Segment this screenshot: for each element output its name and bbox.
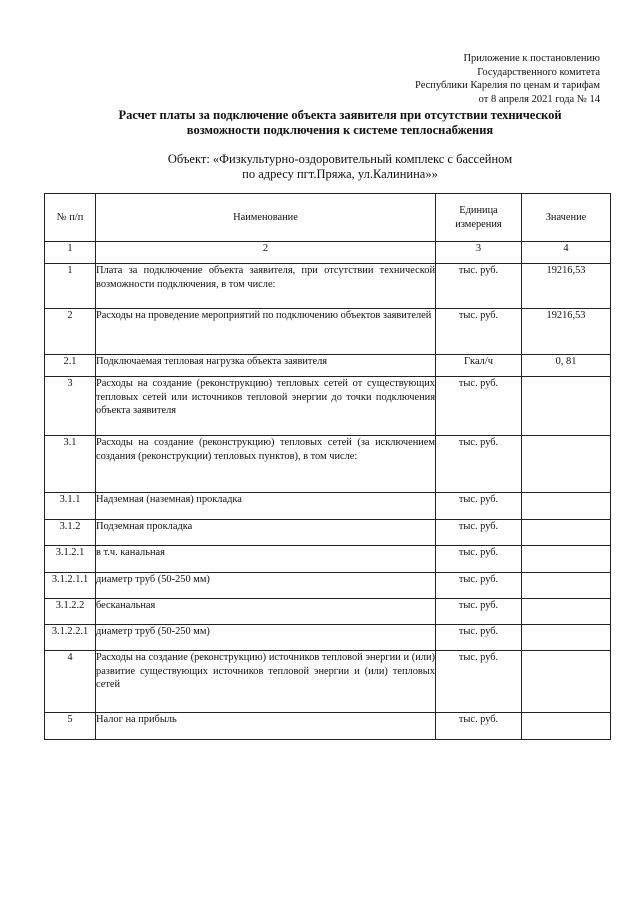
- row-value: [522, 599, 611, 625]
- row-name: бесканальная: [96, 599, 436, 625]
- row-number: 3.1.1: [45, 493, 96, 520]
- row-unit: тыс. руб.: [436, 436, 522, 493]
- object-description: [60, 152, 620, 182]
- table-row: [45, 520, 611, 546]
- table-row: [45, 625, 611, 651]
- object-line: по адресу пгт.Пряжа, ул.Калинина»»: [242, 167, 438, 181]
- row-value: 19216,53: [522, 309, 611, 355]
- row-value: 19216,53: [522, 264, 611, 309]
- row-unit: тыс. руб.: [436, 493, 522, 520]
- table-row: [45, 264, 611, 309]
- index-cell: 1: [45, 242, 96, 264]
- row-number: 3.1: [45, 436, 96, 493]
- row-name: Подключаемая тепловая нагрузка объекта заявителя: [96, 355, 436, 377]
- table-row: [45, 493, 611, 520]
- row-number: 5: [45, 713, 96, 740]
- row-name: Расходы на создание (реконструкцию) тепловых сетей от существующих тепловых сетей или источников тепловой энергии до точки подключения объекта заявителя: [96, 377, 436, 436]
- calculation-table: [44, 193, 611, 740]
- appendix-note: [340, 52, 600, 106]
- title-line: возможности подключения к системе теплоснабжения: [186, 123, 494, 137]
- row-value: [522, 436, 611, 493]
- appendix-line: от 8 апреля 2021 года № 14: [478, 93, 600, 105]
- row-name: Подземная прокладка: [96, 520, 436, 546]
- table-row: [45, 599, 611, 625]
- table-row: [45, 309, 611, 355]
- row-unit: тыс. руб.: [436, 520, 522, 546]
- row-unit: тыс. руб.: [436, 625, 522, 651]
- row-number: 3.1.2: [45, 520, 96, 546]
- table-row: [45, 355, 611, 377]
- column-index-row: [45, 242, 611, 264]
- table-row: [45, 651, 611, 713]
- row-value: [522, 573, 611, 599]
- index-cell: 3: [436, 242, 522, 264]
- row-value: [522, 520, 611, 546]
- row-value: [522, 377, 611, 436]
- row-number: 3.1.2.1: [45, 546, 96, 573]
- row-value: [522, 651, 611, 713]
- row-unit: тыс. руб.: [436, 573, 522, 599]
- row-name: Расходы на проведение мероприятий по подключению объектов заявителей: [96, 309, 436, 355]
- header-name: Наименование: [96, 194, 436, 242]
- table-row: [45, 377, 611, 436]
- row-value: [522, 713, 611, 740]
- row-number: 3.1.2.1.1: [45, 573, 96, 599]
- document-title: [60, 108, 620, 138]
- appendix-line: Республики Карелия по ценам и тарифам: [415, 80, 600, 91]
- header-number: № п/п: [45, 194, 96, 242]
- appendix-line: Приложение к постановлению: [463, 53, 600, 64]
- row-unit: тыс. руб.: [436, 264, 522, 309]
- table-row: [45, 436, 611, 493]
- row-unit: тыс. руб.: [436, 713, 522, 740]
- appendix-line: Государственного комитета: [477, 66, 600, 78]
- table-header-row: [45, 194, 611, 242]
- row-name: диаметр труб (50-250 мм): [96, 625, 436, 651]
- row-number: 3: [45, 377, 96, 436]
- row-name: Налог на прибыль: [96, 713, 436, 740]
- row-unit: тыс. руб.: [436, 599, 522, 625]
- table-row: [45, 573, 611, 599]
- table-row: [45, 713, 611, 740]
- row-value: [522, 546, 611, 573]
- header-unit: Единица измерения: [436, 194, 522, 242]
- row-unit: тыс. руб.: [436, 377, 522, 436]
- row-value: [522, 625, 611, 651]
- row-number: 1: [45, 264, 96, 309]
- table-row: [45, 546, 611, 573]
- row-unit: тыс. руб.: [436, 651, 522, 713]
- row-unit: тыс. руб.: [436, 309, 522, 355]
- row-unit: тыс. руб.: [436, 546, 522, 573]
- row-number: 2: [45, 309, 96, 355]
- row-number: 3.1.2.2.1: [45, 625, 96, 651]
- row-value: [522, 493, 611, 520]
- row-number: 3.1.2.2: [45, 599, 96, 625]
- title-line: Расчет платы за подключение объекта заявителя при отсутствии технической: [118, 108, 562, 122]
- index-cell: 4: [522, 242, 611, 264]
- header-value: Значение: [522, 194, 611, 242]
- index-cell: 2: [96, 242, 436, 264]
- row-number: 2.1: [45, 355, 96, 377]
- row-name: в т.ч. канальная: [96, 546, 436, 573]
- row-name: Плата за подключение объекта заявителя, при отсутствии технической возможности подключения, в том числе:: [96, 264, 436, 309]
- row-number: 4: [45, 651, 96, 713]
- object-line: Объект: «Физкультурно-оздоровительный комплекс с бассейном: [167, 152, 513, 166]
- row-name: Расходы на создание (реконструкцию) тепловых сетей (за исключением создания (реконструкции) тепловых пунктов), в том числе:: [96, 436, 436, 493]
- row-name: диаметр труб (50-250 мм): [96, 573, 436, 599]
- row-name: Надземная (наземная) прокладка: [96, 493, 436, 520]
- row-name: Расходы на создание (реконструкцию) источников тепловой энергии и (или) развитие существующих источников тепловой энергии и (или) тепловых сетей: [96, 651, 436, 713]
- row-unit: Гкал/ч: [436, 355, 522, 377]
- row-value: 0, 81: [522, 355, 611, 377]
